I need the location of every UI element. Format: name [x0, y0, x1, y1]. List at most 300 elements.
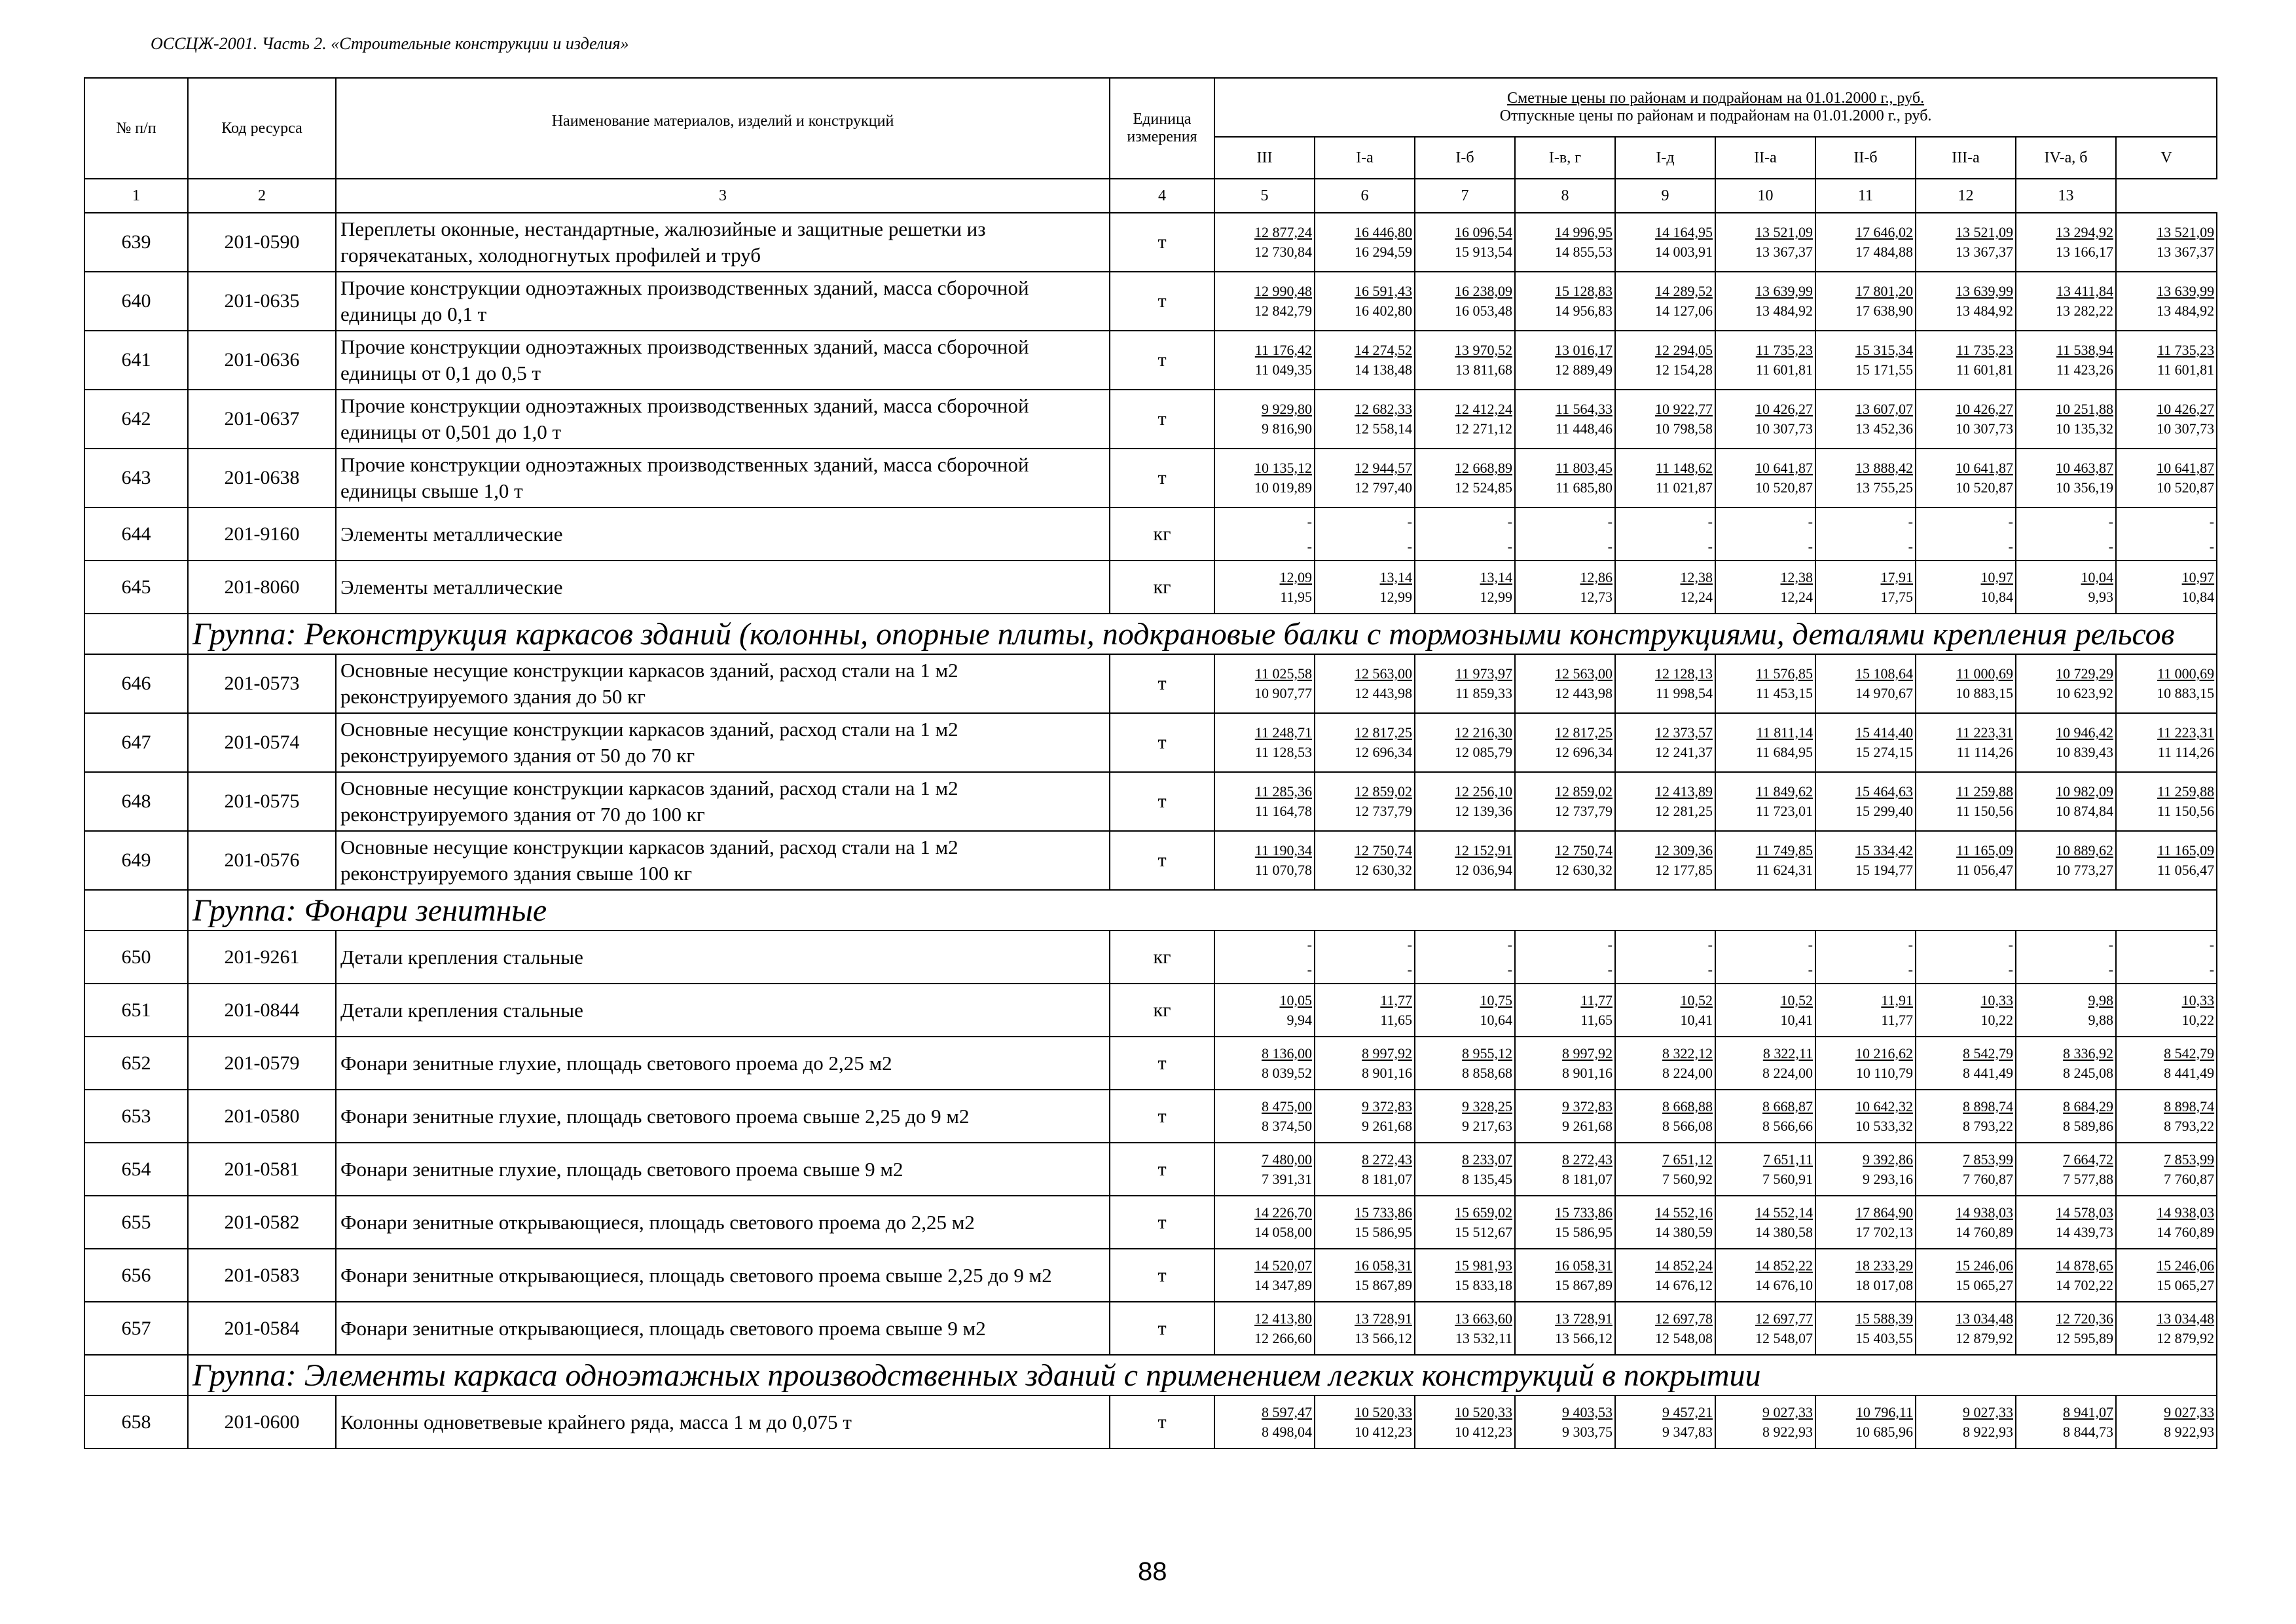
table-row	[84, 654, 2217, 713]
price-cell	[1715, 831, 1815, 890]
estimate-price: -	[1307, 513, 1312, 530]
price-cell	[2016, 1090, 2116, 1143]
estimate-price: 8 684,29	[2063, 1098, 2113, 1115]
release-price: 15 586,95	[1555, 1223, 1613, 1240]
resource-code: 201-0844	[188, 984, 336, 1037]
estimate-price: 11 223,31	[1956, 724, 2013, 741]
price-cell	[1515, 931, 1615, 984]
price-cell	[1214, 1143, 1315, 1196]
price-cell	[1615, 507, 1715, 561]
price-pair	[1816, 1403, 1915, 1442]
price-cell	[1715, 654, 1815, 713]
item-unit: т	[1110, 1302, 1214, 1355]
release-price: 14 380,58	[1755, 1223, 1813, 1240]
price-cell	[1916, 772, 2016, 831]
release-price: 7 391,31	[1262, 1170, 1312, 1187]
price-pair	[1315, 932, 1414, 982]
price-cell	[2016, 507, 2116, 561]
estimate-price: 10 520,33	[1455, 1403, 1512, 1420]
price-pair	[1315, 282, 1414, 321]
row-number: 646	[84, 654, 188, 713]
price-cell	[1515, 1037, 1615, 1090]
price-cell	[1315, 390, 1415, 449]
price-cell	[1315, 831, 1415, 890]
price-pair	[2117, 568, 2216, 607]
estimate-price: 14 938,03	[1956, 1204, 2013, 1221]
price-pair	[1516, 1044, 1614, 1083]
price-pair	[1415, 282, 1514, 321]
release-price: 8 441,49	[2164, 1064, 2215, 1081]
estimate-price: 12 152,91	[1455, 842, 1512, 858]
release-price: 12 797,40	[1355, 479, 1412, 496]
release-price: 12,24	[1780, 588, 1813, 605]
price-cell	[1515, 1395, 1615, 1449]
release-price: 8 374,50	[1262, 1117, 1312, 1134]
table-row	[84, 772, 2217, 831]
estimate-price: 12 413,89	[1655, 783, 1713, 800]
release-price: 13 532,11	[1455, 1329, 1512, 1346]
release-price: 10,22	[2181, 1011, 2215, 1028]
document-header: ОССЦЖ-2001. Часть 2. «Строительные конструкции и изделия»	[151, 34, 629, 53]
price-cell	[1715, 1037, 1815, 1090]
estimate-price: 13 411,84	[2056, 283, 2113, 299]
price-pair	[2016, 1044, 2115, 1083]
estimate-price: 10,05	[1279, 991, 1312, 1008]
release-price: 9 217,63	[1462, 1117, 1512, 1134]
estimate-price: 10 135,12	[1254, 460, 1312, 476]
estimate-price: 12 720,36	[2056, 1310, 2113, 1327]
price-cell	[2116, 1395, 2217, 1449]
price-cell	[2016, 331, 2116, 390]
item-name: Фонари зенитные открывающиеся, площадь светового проема свыше 2,25 до 9 м2	[336, 1249, 1110, 1302]
price-cell	[2116, 1143, 2217, 1196]
estimate-price: 10 946,42	[2056, 724, 2113, 741]
price-pair	[1215, 723, 1314, 762]
release-price: -	[2108, 961, 2113, 978]
table-row	[84, 1249, 2217, 1302]
column-number: 5	[1214, 179, 1315, 213]
release-price: -	[2108, 538, 2113, 555]
estimate-price: 11 576,85	[1755, 665, 1813, 682]
release-price: 11 601,81	[2157, 361, 2215, 378]
release-price: 8 181,07	[1562, 1170, 1613, 1187]
price-pair	[1916, 782, 2015, 821]
estimate-price: 13 607,07	[1855, 401, 1913, 417]
price-pair	[1616, 1403, 1715, 1442]
release-price: 12 696,34	[1355, 744, 1412, 760]
column-number: 1	[84, 179, 188, 213]
price-pair	[2117, 664, 2216, 703]
estimate-price: 8 898,74	[2164, 1098, 2215, 1115]
estimate-price: 8 475,00	[1262, 1098, 1312, 1115]
release-price: 15 194,77	[1855, 862, 1913, 878]
release-price: 11 624,31	[1755, 862, 1813, 878]
price-cell	[2016, 1249, 2116, 1302]
release-price: 10 110,79	[1855, 1064, 1913, 1081]
price-cell	[2016, 1143, 2116, 1196]
price-pair	[1816, 399, 1915, 439]
estimate-price: 8 272,43	[1362, 1151, 1412, 1168]
price-pair	[1315, 568, 1414, 607]
price-cell	[1916, 1037, 2016, 1090]
release-price: -	[2008, 961, 2013, 978]
table-row	[84, 213, 2217, 272]
price-pair	[1816, 1256, 1915, 1295]
price-cell	[1315, 713, 1415, 772]
resource-code: 201-0584	[188, 1302, 336, 1355]
release-price: 12 085,79	[1455, 744, 1512, 760]
price-cell	[1916, 713, 2016, 772]
estimate-price: 16 096,54	[1455, 224, 1512, 240]
release-price: 11 601,81	[1755, 361, 1813, 378]
header-region: II-а	[1715, 137, 1815, 179]
price-cell	[1214, 772, 1315, 831]
price-cell	[1515, 1143, 1615, 1196]
price-pair	[1916, 458, 2015, 498]
release-price: 10 798,58	[1655, 420, 1713, 437]
price-cell	[1815, 1143, 1916, 1196]
resource-code: 201-0637	[188, 390, 336, 449]
release-price: 12 271,12	[1455, 420, 1512, 437]
price-pair	[1716, 223, 1815, 262]
price-cell	[1315, 1395, 1415, 1449]
release-price: 12 154,28	[1655, 361, 1713, 378]
release-price: -	[1808, 538, 1813, 555]
row-number: 656	[84, 1249, 188, 1302]
price-cell	[1415, 1143, 1515, 1196]
price-pair	[1616, 841, 1715, 880]
group-title: Группа: Реконструкция каркасов зданий (колонны, опорные плиты, подкрановые балки с тормозными конструкциями, деталями крепления рельсов	[188, 614, 2217, 654]
price-cell	[1415, 390, 1515, 449]
price-pair	[1415, 399, 1514, 439]
price-cell	[1916, 1143, 2016, 1196]
release-price: 10 685,96	[1855, 1423, 1913, 1440]
price-pair	[1816, 509, 1915, 559]
estimate-price: 14 226,70	[1254, 1204, 1312, 1221]
header-prices-release: Отпускные цены по районам и подрайонам на 01.01.2000 г., руб.	[1499, 107, 1932, 124]
estimate-price: -	[1707, 513, 1713, 530]
price-pair	[1415, 1309, 1514, 1348]
price-pair	[1215, 782, 1314, 821]
estimate-price: 10 641,87	[2157, 460, 2215, 476]
price-cell	[1715, 507, 1815, 561]
release-price: 11 723,01	[1755, 803, 1813, 819]
release-price: 15 403,55	[1855, 1329, 1913, 1346]
table-row	[84, 390, 2217, 449]
header-region: III-а	[1916, 137, 2016, 179]
price-cell	[1815, 713, 1916, 772]
row-number: 652	[84, 1037, 188, 1090]
release-price: 10,22	[1980, 1011, 2013, 1028]
estimate-price: 12 877,24	[1254, 224, 1312, 240]
release-price: 10 907,77	[1254, 685, 1312, 701]
price-pair	[1916, 1150, 2015, 1189]
estimate-price: 8 597,47	[1262, 1403, 1312, 1420]
price-pair	[1215, 1150, 1314, 1189]
release-price: 8 135,45	[1462, 1170, 1512, 1187]
estimate-price: 12 859,02	[1355, 783, 1412, 800]
estimate-price: 10 922,77	[1655, 401, 1713, 417]
price-pair	[1716, 932, 1815, 982]
item-unit: т	[1110, 1143, 1214, 1196]
price-pair	[2117, 458, 2216, 498]
estimate-price: 9 457,21	[1662, 1403, 1713, 1420]
release-price: 9 303,75	[1562, 1423, 1613, 1440]
price-pair	[1215, 1256, 1314, 1295]
price-cell	[2116, 1302, 2217, 1355]
price-cell	[2016, 1302, 2116, 1355]
resource-code: 201-0573	[188, 654, 336, 713]
release-price: 11 128,53	[1254, 744, 1312, 760]
row-number: 647	[84, 713, 188, 772]
price-cell	[1815, 772, 1916, 831]
estimate-price: 14 552,14	[1755, 1204, 1813, 1221]
price-pair	[1916, 399, 2015, 439]
price-cell	[1615, 772, 1715, 831]
price-cell	[1415, 272, 1515, 331]
price-pair	[1616, 932, 1715, 982]
price-cell	[1715, 449, 1815, 507]
estimate-price: 13 034,48	[1956, 1310, 2013, 1327]
release-price: 14 855,53	[1555, 244, 1613, 260]
price-cell	[2016, 1196, 2116, 1249]
price-cell	[1916, 1090, 2016, 1143]
release-price: 7 560,91	[1762, 1170, 1813, 1187]
price-pair	[1215, 568, 1314, 607]
item-unit: т	[1110, 331, 1214, 390]
price-pair	[2016, 1403, 2115, 1442]
resource-code: 201-0575	[188, 772, 336, 831]
group-title: Группа: Фонари зенитные	[188, 890, 2217, 931]
price-pair	[1816, 841, 1915, 880]
price-pair	[1215, 223, 1314, 262]
header-no: № п/п	[84, 78, 188, 179]
release-price: 12 842,79	[1254, 303, 1312, 319]
price-cell	[2116, 507, 2217, 561]
price-pair	[1415, 568, 1514, 607]
release-price: 11 021,87	[1655, 479, 1713, 496]
price-pair	[1516, 458, 1614, 498]
price-cell	[2016, 213, 2116, 272]
release-price: 10 412,23	[1355, 1423, 1412, 1440]
price-pair	[1516, 282, 1614, 321]
release-price: 8 858,68	[1462, 1064, 1512, 1081]
item-name: Прочие конструкции одноэтажных производственных зданий, масса сборочной единицы от 0,1 до 0,5 т	[336, 331, 1110, 390]
estimate-price: 11,77	[1580, 991, 1613, 1008]
price-pair	[1516, 1097, 1614, 1136]
estimate-price: 11 973,97	[1455, 665, 1512, 682]
price-cell	[1515, 1249, 1615, 1302]
price-pair	[1516, 1203, 1614, 1242]
price-pair	[2016, 509, 2115, 559]
price-cell	[1916, 331, 2016, 390]
release-price: 13 367,37	[1956, 244, 2013, 260]
price-cell	[1815, 1090, 1916, 1143]
estimate-price: 12,38	[1780, 568, 1813, 585]
release-price: -	[2008, 538, 2013, 555]
price-pair	[1315, 399, 1414, 439]
price-cell	[1815, 1302, 1916, 1355]
item-unit: т	[1110, 654, 1214, 713]
estimate-price: 14 878,65	[2056, 1257, 2113, 1274]
estimate-price: 8 955,12	[1462, 1044, 1512, 1061]
estimate-price: 12 413,80	[1254, 1310, 1312, 1327]
price-cell	[1515, 272, 1615, 331]
item-name: Элементы металлические	[336, 561, 1110, 614]
price-cell	[2116, 931, 2217, 984]
item-unit: кг	[1110, 984, 1214, 1037]
release-price: 10,41	[1680, 1011, 1713, 1028]
price-pair	[1415, 1203, 1514, 1242]
estimate-price: 8 233,07	[1462, 1151, 1512, 1168]
price-pair	[1616, 399, 1715, 439]
price-pair	[1516, 341, 1614, 380]
release-price: 11 114,26	[2157, 744, 2215, 760]
price-pair	[2016, 282, 2115, 321]
item-name: Основные несущие конструкции каркасов зданий, расход стали на 1 м2 реконструируемого здания свыше 100 кг	[336, 831, 1110, 890]
estimate-price: 11 259,88	[1956, 783, 2013, 800]
estimate-price: -	[1307, 936, 1312, 953]
resource-code: 201-0638	[188, 449, 336, 507]
release-price: 12 139,36	[1455, 803, 1512, 819]
price-pair	[2016, 1097, 2115, 1136]
price-pair	[1716, 1097, 1815, 1136]
price-cell	[1715, 1143, 1815, 1196]
release-price: 13 367,37	[1755, 244, 1813, 260]
item-name: Детали крепления стальные	[336, 931, 1110, 984]
price-pair	[1716, 399, 1815, 439]
estimate-price: 16 058,31	[1555, 1257, 1613, 1274]
release-price: 11 448,46	[1555, 420, 1613, 437]
price-pair	[1816, 458, 1915, 498]
table-row	[84, 1090, 2217, 1143]
price-cell	[1715, 984, 1815, 1037]
estimate-price: 14 578,03	[2056, 1204, 2113, 1221]
release-price: 8 224,00	[1762, 1064, 1813, 1081]
release-price: 12 524,85	[1455, 479, 1512, 496]
price-pair	[2117, 1097, 2216, 1136]
price-pair	[1215, 1044, 1314, 1083]
release-price: -	[1908, 961, 1913, 978]
table-row	[84, 1196, 2217, 1249]
release-price: 12 548,08	[1655, 1329, 1713, 1346]
release-price: 7 760,87	[1963, 1170, 2013, 1187]
price-cell	[1615, 272, 1715, 331]
column-number: 12	[1916, 179, 2016, 213]
estimate-price: 12 373,57	[1655, 724, 1713, 741]
column-number: 10	[1715, 179, 1815, 213]
price-cell	[1515, 713, 1615, 772]
estimate-price: 9 929,80	[1262, 401, 1312, 417]
release-price: 15 586,95	[1355, 1223, 1412, 1240]
price-pair	[1616, 341, 1715, 380]
estimate-price: -	[2209, 936, 2215, 953]
release-price: 14 439,73	[2056, 1223, 2113, 1240]
price-cell	[1715, 1395, 1815, 1449]
price-cell	[1815, 654, 1916, 713]
estimate-price: 11 735,23	[1956, 342, 2013, 358]
release-price: 11 056,47	[1956, 862, 2013, 878]
price-cell	[1214, 713, 1315, 772]
price-pair	[1716, 1256, 1815, 1295]
release-price: 9,94	[1286, 1011, 1312, 1028]
release-price: 11,65	[1380, 1011, 1412, 1028]
estimate-price: 9 027,33	[2164, 1403, 2215, 1420]
price-cell	[1315, 449, 1415, 507]
estimate-price: 12 817,25	[1355, 724, 1412, 741]
price-pair	[1816, 568, 1915, 607]
price-cell	[1315, 561, 1415, 614]
price-pair	[1916, 932, 2015, 982]
release-price: 12 879,92	[2157, 1329, 2215, 1346]
row-number: 649	[84, 831, 188, 890]
estimate-price: 8 322,11	[1762, 1044, 1813, 1061]
price-pair	[1916, 1203, 2015, 1242]
price-pair	[1916, 723, 2015, 762]
estimate-price: 10,33	[2181, 991, 2215, 1008]
price-cell	[1615, 831, 1715, 890]
release-price: 16 053,48	[1455, 303, 1512, 319]
price-cell	[1615, 1037, 1715, 1090]
price-pair	[1816, 782, 1915, 821]
release-price: 15 065,27	[1956, 1276, 2013, 1293]
release-price: 8 181,07	[1362, 1170, 1412, 1187]
price-cell	[2116, 561, 2217, 614]
price-cell	[1916, 272, 2016, 331]
estimate-price: 12 563,00	[1355, 665, 1412, 682]
price-pair	[2016, 1309, 2115, 1348]
estimate-price: 11 248,71	[1254, 724, 1312, 741]
release-price: 11 070,78	[1254, 862, 1312, 878]
price-cell	[1815, 931, 1916, 984]
release-price: 13 566,12	[1355, 1329, 1412, 1346]
estimate-price: 8 136,00	[1262, 1044, 1312, 1061]
estimate-price: 12 412,24	[1455, 401, 1512, 417]
release-price: 14 760,89	[2157, 1223, 2215, 1240]
estimate-price: 11 811,14	[1756, 724, 1813, 741]
row-number: 639	[84, 213, 188, 272]
release-price: -	[1707, 538, 1713, 555]
release-price: 8 566,66	[1762, 1117, 1813, 1134]
release-price: 8 922,93	[2164, 1423, 2215, 1440]
price-cell	[1815, 331, 1916, 390]
item-unit: т	[1110, 390, 1214, 449]
price-pair	[2117, 1403, 2216, 1442]
price-pair	[1716, 1044, 1815, 1083]
price-pair	[2016, 568, 2115, 607]
table-row	[84, 331, 2217, 390]
price-pair	[1716, 723, 1815, 762]
price-cell	[1415, 1249, 1515, 1302]
estimate-price: 15 733,86	[1555, 1204, 1613, 1221]
estimate-price: 15 464,63	[1855, 783, 1913, 800]
price-cell	[1315, 654, 1415, 713]
estimate-price: 10 796,11	[1855, 1403, 1913, 1420]
table-row	[84, 831, 2217, 890]
estimate-price: 15 414,40	[1855, 724, 1913, 741]
price-cell	[1315, 272, 1415, 331]
price-cell	[1214, 831, 1315, 890]
estimate-price: 10 889,62	[2056, 842, 2113, 858]
release-price: 13 282,22	[2056, 303, 2113, 319]
price-pair	[1516, 841, 1614, 880]
item-unit: т	[1110, 272, 1214, 331]
estimate-price: 13 639,99	[1755, 283, 1813, 299]
price-pair	[1415, 841, 1514, 880]
item-unit: кг	[1110, 931, 1214, 984]
price-pair	[2117, 1256, 2216, 1295]
item-name: Фонари зенитные глухие, площадь светового проема до 2,25 м2	[336, 1037, 1110, 1090]
